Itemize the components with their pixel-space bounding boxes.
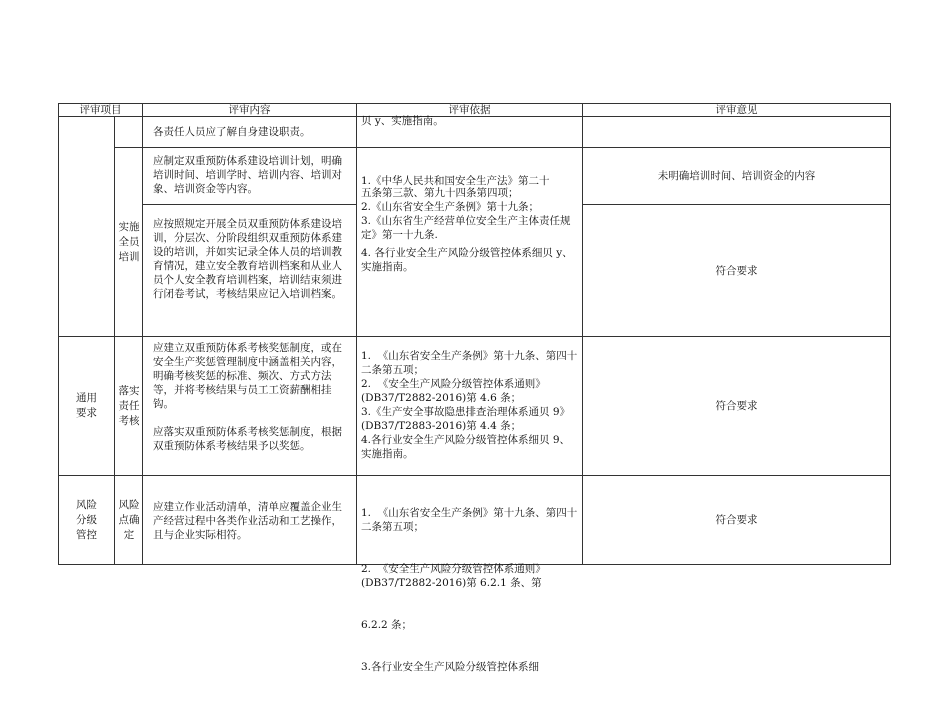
basis-line: 6.2.2 条； bbox=[361, 619, 413, 631]
content-cell bbox=[143, 337, 357, 476]
header-item: 评审项目 bbox=[59, 104, 143, 117]
header-basis: 评审依据 bbox=[357, 104, 583, 117]
content-text: 应建立双重预防体系考核奖惩制度，或在安全生产奖惩管理制度中涵盖相关内容，明确考核奖惩的标准、频次、方式方法等，并将考核结果与员工工资薪酬相挂钩。 bbox=[153, 342, 342, 410]
content-text: 应落实双重预防体系考核奖惩制度，根据双重预防体系考核结果予以奖惩。 bbox=[153, 426, 342, 452]
basis-line: 3.《山东省生产经营单位安全生产主体责任规定》第一十九条. bbox=[361, 215, 571, 241]
basis-line: 1.《中华人民共和国安全生产法》第二十 bbox=[361, 175, 550, 187]
basis-line: 3.各行业安全生产风险分级管控体系细 bbox=[361, 661, 540, 673]
basis-line: 2. 《安全生产风险分级管控体系通则》(DB37/T2882-2016)第 6.2.1 条、第 bbox=[361, 563, 546, 589]
main-item-cell-empty bbox=[59, 117, 115, 337]
basis-line: 3.《生产安全事故隐患排查治理体系通贝 9》(DB37/T2883-2016)第 4.4 条； bbox=[361, 406, 571, 432]
main-item-general: 通用要求 bbox=[59, 337, 115, 476]
table-row bbox=[59, 117, 891, 148]
main-item-risk: 风险分级管控 bbox=[59, 476, 115, 565]
basis-text: 贝 y、实施指南。 bbox=[361, 115, 444, 127]
basis-line: 五条第三款、第九十四条第四项； bbox=[361, 187, 519, 199]
table-row bbox=[59, 337, 891, 476]
basis-line: 1. 《山东省安全生产条例》第十九条、第四十二条第五项； bbox=[361, 350, 578, 376]
basis-cell bbox=[357, 476, 583, 673]
header-opinion: 评审意见 bbox=[583, 104, 891, 117]
basis-clip bbox=[361, 478, 578, 673]
content-text: 应按照规定开展全员双重预防体系建设培训，分层次、分阶段组织双重预防体系建设的培训，并如实记录全体人员的培训教育情况，建立安全教育培训档案和从业人员个人安全教育培训档案，培训结束须进行闭卷考试，考核结果应记入培训档案。 bbox=[153, 218, 342, 300]
basis-line: 1. 《山东省安全生产条例》第十九条、第四十二条第五项； bbox=[361, 507, 578, 533]
opinion-cell bbox=[583, 117, 891, 148]
table-row bbox=[59, 476, 891, 565]
content-cell bbox=[143, 117, 357, 148]
basis-cell bbox=[357, 337, 583, 476]
opinion-cell: 未明确培训时间、培训资金的内容 bbox=[583, 148, 891, 205]
content-cell bbox=[143, 148, 357, 205]
opinion-cell: 符合要求 bbox=[583, 205, 891, 337]
sub-item-risk-point: 风险点确定 bbox=[115, 476, 143, 565]
basis-line: 4. 各行业安全生产风险分级管控体系细贝 y、实施指南。 bbox=[361, 247, 573, 273]
content-cell bbox=[143, 476, 357, 565]
sub-item-cell-empty bbox=[115, 117, 143, 148]
content-text: 应建立作业活动清单，清单应覆盖企业生产经营过程中各类作业活动和工艺操作，且与企业实际相符。 bbox=[153, 501, 342, 541]
basis-cell bbox=[357, 117, 583, 148]
sub-item-training: 实施全员培训 bbox=[115, 148, 143, 337]
content-cell bbox=[143, 205, 357, 337]
content-text: 应制定双重预防体系建设培训计划，明确培训时间、培训学时、培训内容、培训对象、培训资金等内容。 bbox=[153, 155, 342, 195]
sub-item-assessment: 落实责任考核 bbox=[115, 337, 143, 476]
opinion-cell: 符合要求 bbox=[583, 337, 891, 476]
table-row bbox=[59, 148, 891, 205]
basis-line: 4.各行业安全生产风险分级管控体系细贝 9、实施指南。 bbox=[361, 434, 571, 460]
opinion-cell: 符合要求 bbox=[583, 476, 891, 565]
basis-cell-training bbox=[357, 148, 583, 337]
content-text: 各责任人员应了解自身建设职责。 bbox=[153, 126, 311, 138]
basis-line: 2.《山东省安全生产条例》第十九条； bbox=[361, 201, 540, 213]
header-row bbox=[59, 104, 891, 117]
basis-line: 2. 《安全生产风险分级管控体系通则》(DB37/T2882-2016)第 4.6 条； bbox=[361, 378, 546, 404]
header-content: 评审内容 bbox=[143, 104, 357, 117]
review-table bbox=[58, 103, 891, 673]
